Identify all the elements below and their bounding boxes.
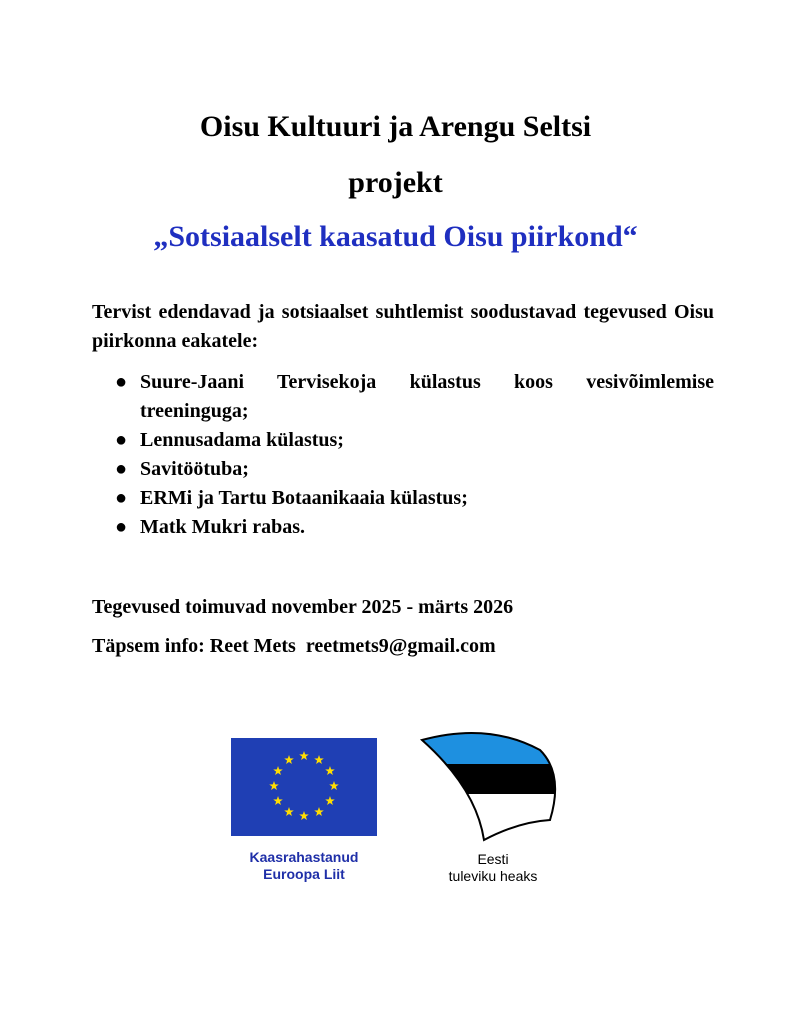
eu-logo [231, 738, 377, 888]
bullet-icon: ● [115, 371, 128, 393]
list-item [92, 368, 714, 426]
eu-caption-line1: Kaasrahastanud [249, 849, 359, 865]
list-item [92, 513, 714, 542]
list-item [92, 426, 714, 455]
activity-list [92, 368, 714, 542]
list-item [92, 455, 714, 484]
contact-info: Täpsem info: Reet Mets reetmets9@gmail.com [92, 635, 496, 657]
list-item-text: ERMi ja Tartu Botaanikaaia külastus; [140, 487, 468, 509]
eu-caption-line2: Euroopa Liit [263, 866, 345, 882]
list-item-text: Lennusadama külastus; [140, 429, 344, 451]
bullet-icon: ● [115, 429, 128, 451]
bullet-icon: ● [115, 487, 128, 509]
intro-paragraph: Tervist edendavad ja sotsiaalset suhtlemist soodustavad tegevused Oisu piirkonna eakatele: [92, 301, 714, 352]
schedule-text: Tegevused toimuvad november 2025 - märts 2026 [92, 596, 514, 618]
estonia-caption-line1: Eesti [477, 851, 509, 867]
list-item [92, 484, 714, 513]
list-item-text: Savitöötuba; [140, 458, 249, 480]
list-item-text: Matk Mukri rabas. [140, 516, 305, 538]
organization-title: Oisu Kultuuri ja Arengu Seltsi [199, 110, 592, 143]
eu-flag-icon [231, 738, 377, 836]
estonia-caption-line2: tuleviku heaks [448, 868, 538, 884]
estonia-sail-icon [418, 728, 568, 848]
estonia-logo [418, 728, 568, 898]
project-name: „Sotsiaalselt kaasatud Oisu piirkond“ [153, 220, 638, 253]
project-label: projekt [348, 166, 443, 199]
bullet-icon: ● [115, 516, 128, 538]
list-item-text: Suure-Jaani Tervisekoja külastus koos vesivõimlemise treeninguga; [140, 371, 714, 422]
bullet-icon: ● [115, 458, 128, 480]
